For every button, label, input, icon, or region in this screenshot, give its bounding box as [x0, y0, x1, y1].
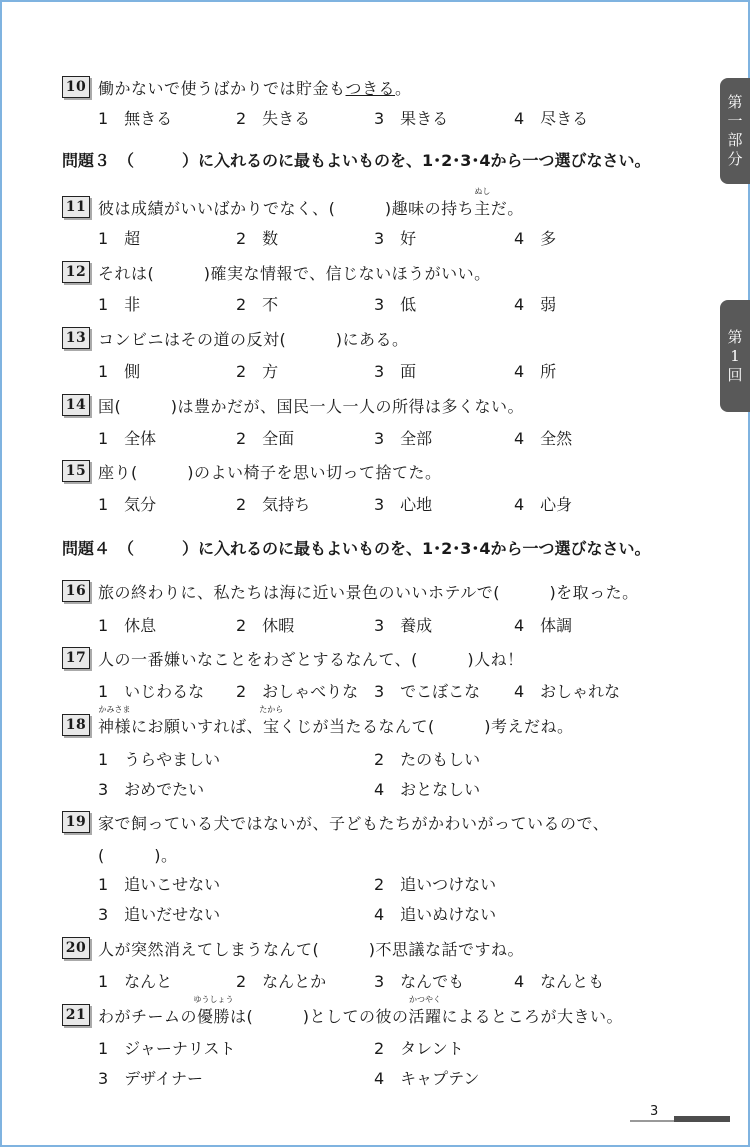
question-text: 働かないで使うばかりでは貯金も [98, 78, 346, 98]
question-number: 17 [62, 647, 90, 669]
option-2[interactable]: 2 失きる [236, 108, 311, 128]
tab-char: 第 [727, 93, 743, 111]
question-text: わがチームの [98, 1006, 198, 1026]
option-4[interactable]: 4 体調 [514, 615, 573, 635]
tab-char: 第 [727, 327, 743, 346]
question-19-continued [98, 841, 178, 867]
tab-char: 一 [727, 112, 743, 130]
question-text: は( )としての彼の [230, 1006, 409, 1026]
option-1[interactable]: 1 いじわるな [98, 681, 205, 701]
option-3[interactable]: 3 でこぼこな [374, 681, 481, 701]
option-3[interactable]: 3 果きる [374, 108, 449, 128]
question-number: 19 [62, 811, 90, 833]
question-number: 20 [62, 937, 90, 959]
option-1[interactable]: 1 全体 [98, 428, 157, 448]
option-4[interactable]: 4 心身 [514, 494, 573, 514]
option-4[interactable]: 4 全然 [514, 428, 573, 448]
question-text: 人が突然消えてしまうなんて( )不思議な話ですね。 [98, 939, 524, 959]
question-16 [62, 578, 639, 604]
option-2[interactable]: 2 おしゃべりな [236, 681, 359, 701]
option-3[interactable]: 3 追いだせない [98, 904, 221, 924]
option-4[interactable]: 4 おとなしい [374, 779, 481, 799]
option-2[interactable]: 2 気持ち [236, 494, 311, 514]
question-text: 座り( )のよい椅子を思い切って捨てた。 [98, 462, 442, 482]
ruby-word: ぬし 主 [474, 186, 491, 218]
option-1[interactable]: 1 休息 [98, 615, 157, 635]
question-20 [62, 935, 524, 961]
question-text: 人の一番嫌いなことをわざとするなんて、( )人ね！ [98, 649, 524, 669]
furigana: ゆうしょう [193, 994, 234, 1004]
ruby-word: かつやく 活躍 [408, 994, 442, 1026]
option-1[interactable]: 1 無きる [98, 108, 173, 128]
question-text-end: だ。 [490, 198, 524, 218]
underlined-word: つきる [345, 78, 396, 98]
section-4-heading: 問題４ （ ）に入れるのに最もよいものを、1･2･3･4から一つ選びなさい。 [62, 538, 651, 558]
question-number: 15 [62, 460, 90, 482]
furigana: たから [259, 704, 284, 714]
option-1[interactable]: 1 ジャーナリスト [98, 1038, 236, 1058]
question-number: 10 [62, 76, 90, 98]
question-11 [62, 186, 524, 220]
footer-rule [630, 1120, 674, 1122]
question-text-end: ( )。 [98, 845, 178, 865]
ruby-word: たから 宝 [259, 704, 284, 736]
question-number: 16 [62, 580, 90, 602]
question-text: 彼は成績がいいばかりでなく、( )趣味の持ち [98, 198, 475, 218]
option-3[interactable]: 3 デザイナー [98, 1068, 204, 1088]
question-21 [62, 994, 624, 1028]
option-4[interactable]: 4 キャプテン [374, 1068, 480, 1088]
question-10 [62, 74, 412, 100]
option-3[interactable]: 3 おめでたい [98, 779, 205, 799]
option-1[interactable]: 1 非 [98, 294, 141, 314]
option-2[interactable]: 2 追いつけない [374, 874, 497, 894]
option-3[interactable]: 3 なんでも [374, 971, 465, 991]
option-2[interactable]: 2 方 [236, 361, 279, 381]
option-1[interactable]: 1 側 [98, 361, 141, 381]
furigana: かみさま [98, 704, 131, 714]
question-12 [62, 259, 491, 285]
option-1[interactable]: 1 追いこせない [98, 874, 221, 894]
option-2[interactable]: 2 不 [236, 294, 279, 314]
tab-char: 分 [727, 150, 743, 168]
ruby-word: かみさま 神様 [98, 704, 132, 736]
option-3[interactable]: 3 心地 [374, 494, 433, 514]
section-tab-round-one[interactable] [720, 300, 750, 412]
question-number: 13 [62, 327, 90, 349]
option-4[interactable]: 4 多 [514, 228, 557, 248]
question-text: 旅の終わりに、私たちは海に近い景色のいいホテルで( )を取った。 [98, 582, 639, 602]
option-4[interactable]: 4 所 [514, 361, 557, 381]
option-2[interactable]: 2 全面 [236, 428, 295, 448]
question-number: 14 [62, 394, 90, 416]
option-2[interactable]: 2 たのもしい [374, 749, 481, 769]
option-3[interactable]: 3 好 [374, 228, 417, 248]
question-number: 11 [62, 196, 90, 218]
question-number: 12 [62, 261, 90, 283]
option-2[interactable]: 2 休暇 [236, 615, 295, 635]
page-number: 3 [650, 1104, 659, 1119]
question-text-end: によるところが大きい。 [441, 1006, 624, 1026]
option-1[interactable]: 1 気分 [98, 494, 157, 514]
ruby-word: ゆうしょう 優勝 [193, 994, 234, 1026]
question-number: 18 [62, 714, 90, 736]
question-18 [62, 704, 574, 738]
furigana: かつやく [409, 994, 442, 1004]
option-2[interactable]: 2 なんとか [236, 971, 327, 991]
option-4[interactable]: 4 追いぬけない [374, 904, 497, 924]
option-1[interactable]: 1 うらやましい [98, 749, 221, 769]
option-1[interactable]: 1 超 [98, 228, 141, 248]
question-14 [62, 392, 524, 418]
tab-char: 部 [727, 131, 743, 149]
question-text: コンビニはその道の反対( )にある。 [98, 329, 409, 349]
option-3[interactable]: 3 面 [374, 361, 417, 381]
section-tab-part-one[interactable] [720, 78, 750, 184]
option-3[interactable]: 3 低 [374, 294, 417, 314]
question-text: 国( )は豊かだが、国民一人一人の所得は多くない。 [98, 396, 524, 416]
option-3[interactable]: 3 養成 [374, 615, 433, 635]
option-4[interactable]: 4 弱 [514, 294, 557, 314]
option-3[interactable]: 3 全部 [374, 428, 433, 448]
question-text: 家で飼っている犬ではないが、子どもたちがかわいがっているので、 [98, 813, 610, 833]
tab-char: 1 [730, 346, 740, 365]
question-15 [62, 458, 442, 484]
question-text: それは( )確実な情報で、信じないほうがいい。 [98, 263, 491, 283]
tab-char: 回 [727, 365, 743, 384]
option-2[interactable]: 2 数 [236, 228, 279, 248]
question-text: にお願いすれば、 [131, 716, 264, 736]
option-4[interactable]: 4 なんとも [514, 971, 605, 991]
question-17 [62, 645, 524, 671]
question-19 [62, 809, 609, 835]
question-13 [62, 325, 409, 351]
furigana: ぬし [474, 186, 491, 196]
question-text-end: 。 [395, 78, 412, 98]
footer-bar [674, 1116, 730, 1122]
option-4[interactable]: 4 尽きる [514, 108, 589, 128]
option-2[interactable]: 2 タレント [374, 1038, 464, 1058]
option-4[interactable]: 4 おしゃれな [514, 681, 621, 701]
question-text-end: くじが当たるなんて( )考えだね。 [279, 716, 574, 736]
question-number: 21 [62, 1004, 90, 1026]
option-1[interactable]: 1 なんと [98, 971, 173, 991]
section-3-heading: 問題３ （ ）に入れるのに最もよいものを、1･2･3･4から一つ選びなさい。 [62, 150, 651, 170]
